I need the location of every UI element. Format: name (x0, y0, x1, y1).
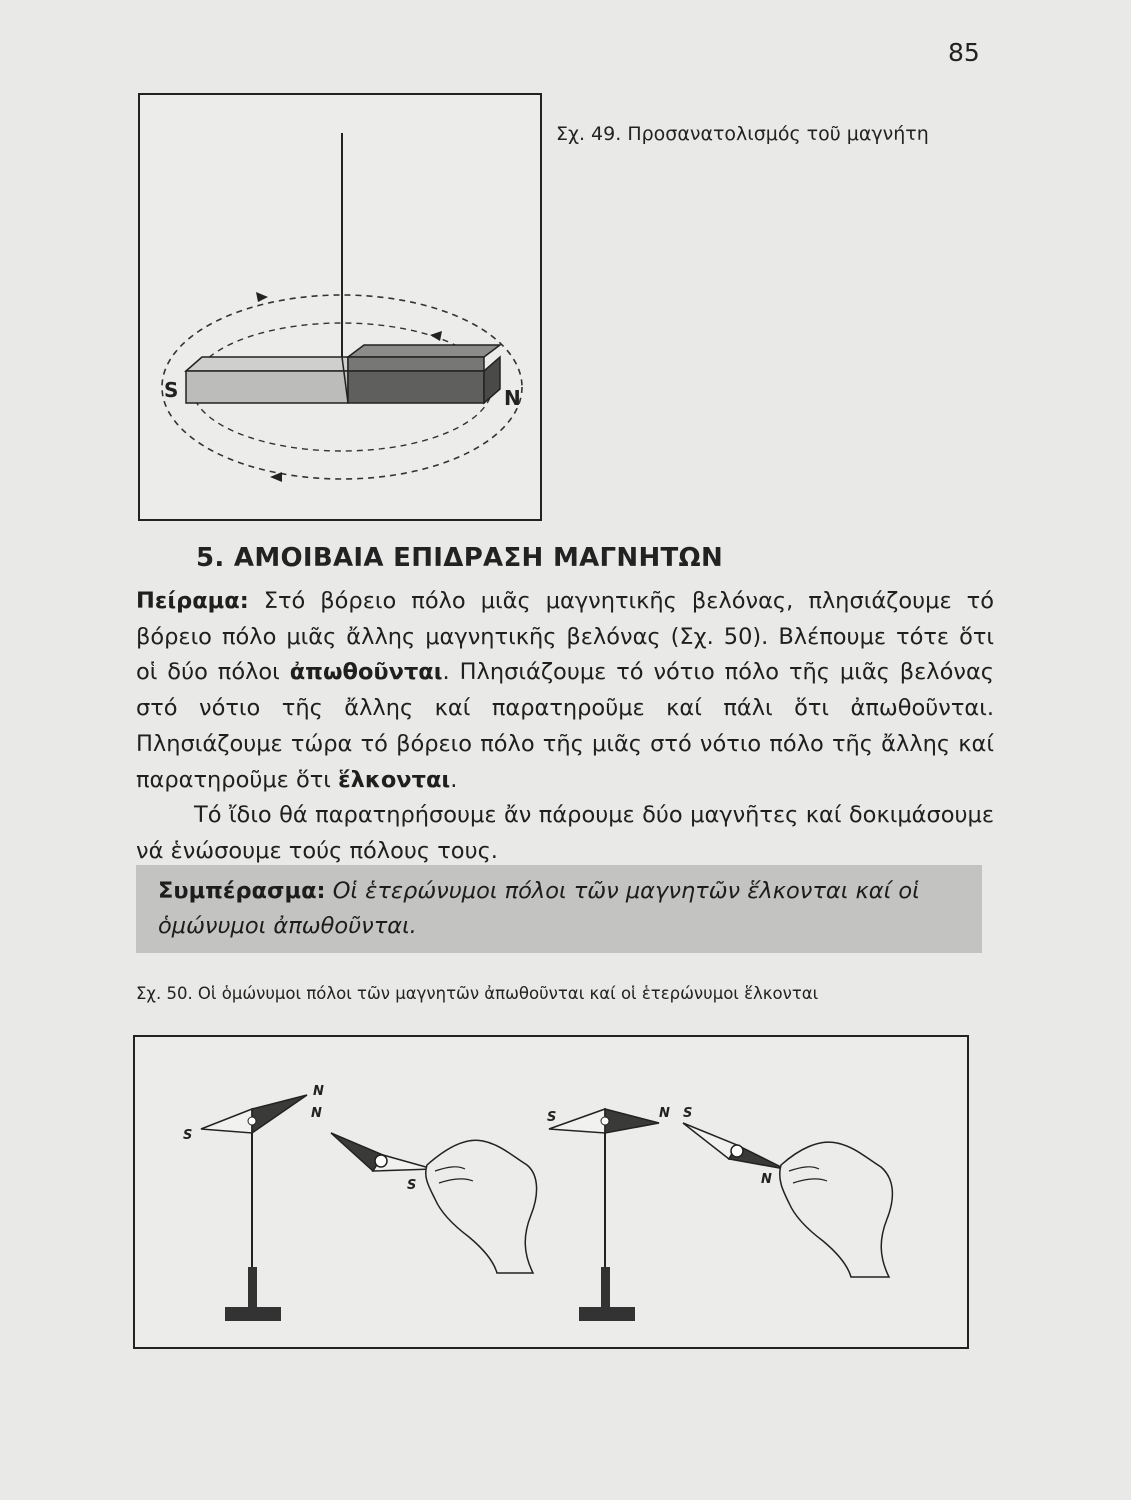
right-stand-n-label: N (659, 1106, 670, 1121)
conclusion-label: Συμπέρασμα: (158, 878, 326, 904)
second-paragraph: Τό ἴδιο θά παρατηρήσουμε ἄν πάρουμε δύο μαγνῆτες καί δοκιμάσουμε νά ἑνώσουμε τούς πόλους τους. (136, 802, 994, 864)
experiment-text-1: Στό βόρειο πόλο μιᾶς μαγνητικῆς βελόνας, πλησιάζουμε τό βόρειο πόλο μιᾶς ἄλλης μαγνητικῆς βελόνας (Σχ. 50). Βλέπουμε τότε ὅτι οἱ δύο πόλοι (136, 588, 994, 686)
figure-49-caption: Σχ. 49. Προσανατολισμός τοῦ μαγνήτη (556, 123, 929, 145)
left-held-s-label: S (407, 1178, 417, 1193)
magnet-orientation-illustration (140, 95, 540, 519)
figure-50 (133, 1035, 969, 1349)
experiment-label: Πείραμα: (136, 588, 249, 614)
experiment-text-2: . Πλησιάζουμε τό νότιο πόλο τῆς μιᾶς βελόνας στό νότιο τῆς ἄλλης καί παρατηροῦμε καί πάλι ὅτι ἀπωθοῦνται. Πλησιάζουμε τώρα τό βόρειο πόλο τῆς μιᾶς στό νότιο πόλο τῆς ἄλλης καί παρατηροῦμε ὅτι (136, 659, 994, 793)
left-held-n-label: N (311, 1106, 322, 1121)
conclusion-body: Οἱ ἑτερώνυμοι πόλοι τῶν μαγνητῶν ἕλκονται καί οἱ ὁμώνυμοι ἀπωθοῦνται. (158, 878, 920, 939)
page-number: 85 (948, 38, 980, 67)
repel-term: ἀπωθοῦνται (289, 659, 443, 686)
experiment-paragraph (136, 584, 994, 798)
right-stand-s-label: S (547, 1110, 557, 1125)
left-stand-s-label: S (183, 1128, 193, 1143)
figure-49 (138, 93, 542, 521)
section-heading: 5. ΑΜΟΙΒΑΙΑ ΕΠΙΔΡΑΣΗ ΜΑΓΝΗΤΩΝ (196, 543, 724, 573)
figure-50-caption: Σχ. 50. Οἱ ὁμώνυμοι πόλοι τῶν μαγνητῶν ἀπωθοῦνται καί οἱ ἑτερώνυμοι ἕλκονται (136, 984, 819, 1003)
attract-term: ἕλκονται (338, 766, 451, 793)
needles-interaction-illustration (135, 1037, 967, 1347)
left-stand-n-label: N (313, 1084, 324, 1099)
body-text (136, 584, 994, 870)
conclusion-text (158, 874, 978, 944)
right-held-n-label: N (761, 1172, 772, 1187)
conclusion-box (136, 865, 982, 953)
experiment-text-3: . (450, 766, 458, 793)
magnet-pole-s-label: S (164, 378, 179, 402)
magnet-pole-n-label: N (504, 386, 521, 410)
right-held-s-label: S (683, 1106, 693, 1121)
